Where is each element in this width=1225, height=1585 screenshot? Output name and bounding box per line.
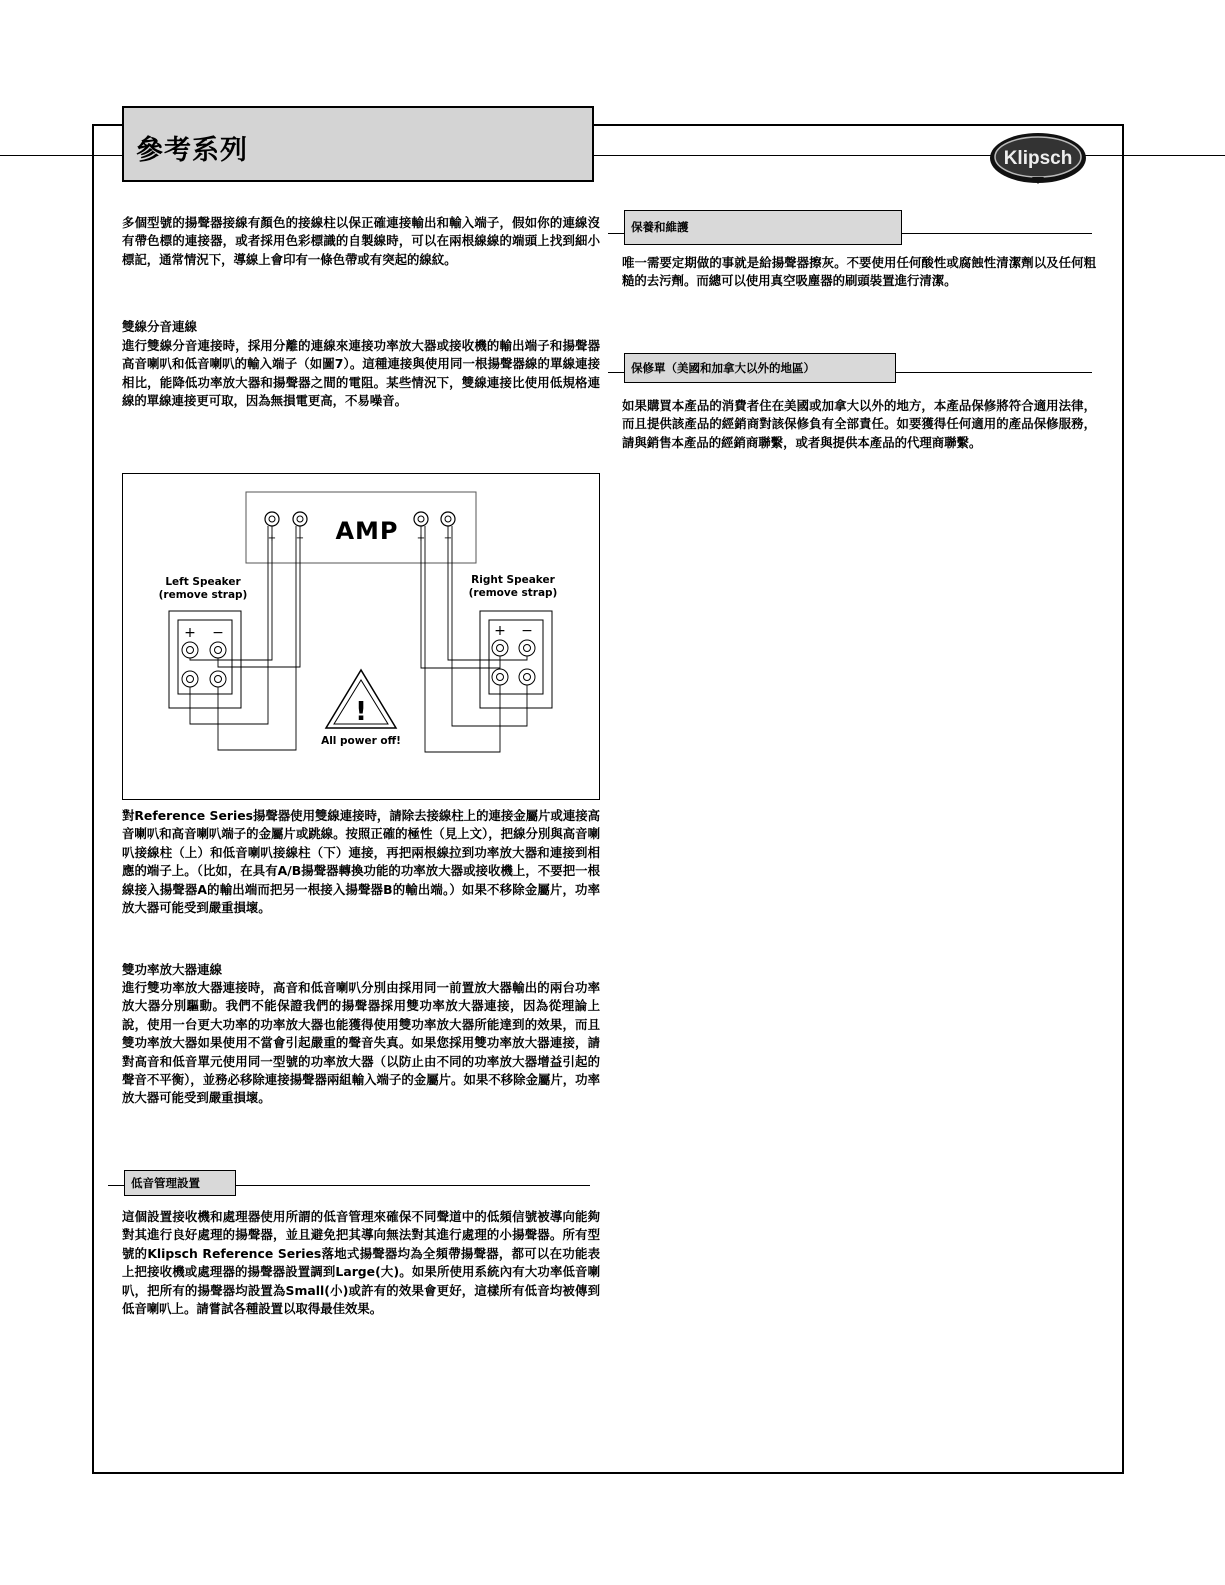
bass-paragraph: 這個設置接收機和處理器使用所謂的低音管理來確保不同聲道中的低頻信號被導向能夠對其進行良好處理的揚聲器，並且避免把其導向無法對其進行處理的小揚聲器。所有型號的Klipsch Reference Series落地式揚聲器均為全頻帶揚聲器，都可以在功能表上把接收機或處理器的揚聲器設置調到Large(大)。如果所使用系統內有大功率低音喇叭，把所有的揚聲器均設置為Small(小)或許有的效果會更好，這樣所有低音均被傳到低音喇叭上。請嘗試各種設置以取得最佳效果。 (122, 1209, 600, 1317)
amp-polarity-minus-left: − (295, 533, 305, 544)
left-woofer-plus-terminal (182, 671, 198, 687)
left-tweeter-minus-terminal (210, 642, 226, 658)
amp-label: AMP (335, 517, 399, 545)
biamp-paragraph: 進行雙功率放大器連接時，高音和低音喇叭分別由採用同一前置放大器輸出的兩台功率放大器分別驅動。我們不能保證我們的揚聲器採用雙功率放大器連接，因為從理論上說，使用一台更大功率的功率放大器也能獲得使用雙功率放大器所能達到的效果，而且雙功率放大器如果使用不當會引起嚴重的聲音失真。如果您採用雙功率放大器連接，請對高音和低音單元使用同一型號的功率放大器（以防止由不同的功率放大器增益引起的聲音不平衡），並務必移除連接揚聲器兩組輸入端子的金屬片。如果不移除金屬片，功率放大器可能受到嚴重損壞。 (122, 980, 600, 1106)
warning-text: All power off! (321, 735, 401, 747)
right-tweeter-minus-terminal (519, 640, 535, 656)
intro-paragraph: 多個型號的揚聲器接線有顏色的接線柱以保正確連接輸出和輸入端子，假如你的連線沒有帶色標的連接器，或者採用色彩標識的自製線時，可以在兩根線線的端頭上找到細小標記，通常情況下，導線上會印有一條色帶或有突起的線紋。 (122, 215, 600, 267)
amp-terminal-right-minus (441, 512, 455, 526)
left-speaker-box (169, 611, 241, 708)
care-heading: 保養和維護 (631, 220, 689, 234)
right-speaker-plus: + (494, 623, 506, 639)
left-tweeter-plus-terminal (182, 642, 198, 658)
right-woofer-minus-terminal (519, 669, 535, 685)
right-speaker-wires (421, 526, 527, 752)
bass-heading: 低音管理設置 (131, 1176, 200, 1190)
right-woofer-plus-terminal (492, 669, 508, 685)
right-tweeter-plus-terminal (492, 640, 508, 656)
amp-terminal-right-plus (414, 512, 428, 526)
care-paragraph: 唯一需要定期做的事就是給揚聲器擦灰。不要使用任何酸性或腐蝕性清潔劑以及任何粗糙的去污劑。而總可以使用真空吸塵器的刷頭裝置進行清潔。 (622, 255, 1096, 289)
right-speaker-note: (remove strap) (468, 587, 558, 599)
left-speaker-wires (190, 526, 300, 750)
logo-text: Klipsch (1003, 148, 1073, 169)
wiring-diagram (122, 473, 600, 800)
page-title: 參考系列 (136, 135, 248, 166)
left-speaker-label: Left Speaker (165, 576, 241, 588)
amp-polarity-plus-right: + (416, 533, 426, 544)
left-speaker-plus: + (184, 625, 196, 641)
klipsch-logo (988, 131, 1088, 185)
amp-terminal-left-plus (265, 512, 279, 526)
left-woofer-minus-terminal (210, 671, 226, 687)
amp-polarity-minus-right: − (443, 533, 453, 544)
left-speaker-note: (remove strap) (158, 589, 248, 601)
biwire-paragraph: 進行雙線分音連接時，採用分離的連線來連接功率放大器或接收機的輸出端子和揚聲器高音喇叭和低音喇叭的輸入端子（如圖7）。這種連接與使用同一根揚聲器線的單線連接相比，能降低功率放大器和揚聲器之間的電阻。某些情況下，雙線連接比使用低規格連線的單線連接更可取，因為無損電更高，不易噪音。 (122, 338, 600, 409)
right-speaker-label: Right Speaker (471, 574, 555, 586)
right-speaker-minus: − (521, 623, 533, 639)
warning-symbol: ! (355, 697, 367, 727)
amp-polarity-plus-left: + (267, 533, 277, 544)
biwire-heading: 雙線分音連線 (122, 319, 198, 334)
diagram-caption-paragraph: 對Reference Series揚聲器使用雙線連接時，請除去接線柱上的連接金屬片或連接高音喇叭和高音喇叭端子的金屬片或跳線。按照正確的極性（見上文），把線分別與高音喇叭接線柱（上）和低音喇叭接線柱（下）連接，再把兩根線拉到功率放大器和連接到相應的端子上。（比如，在具有A/B揚聲器轉換功能的功率放大器或接收機上，不要把一根線接入揚聲器A的輸出端而把另一根接入揚聲器B的輸出端。）如果不移除金屬片，功率放大器可能受到嚴重損壞。 (122, 808, 600, 916)
biamp-heading: 雙功率放大器連線 (122, 962, 223, 977)
warranty-heading: 保修單（美國和加拿大以外的地區） (631, 361, 815, 375)
amp-terminal-left-minus (293, 512, 307, 526)
warranty-paragraph: 如果購買本產品的消費者住在美國或加拿大以外的地方，本產品保修將符合適用法律，而且提供該產品的經銷商對該保修負有全部責任。如要獲得任何適用的產品保修服務，請與銷售本產品的經銷商聯繫，或者與提供本產品的代理商聯繫。 (622, 398, 1096, 450)
left-speaker-minus: − (212, 625, 224, 641)
right-speaker-box (480, 611, 552, 708)
wiring-diagram-svg (123, 474, 598, 798)
